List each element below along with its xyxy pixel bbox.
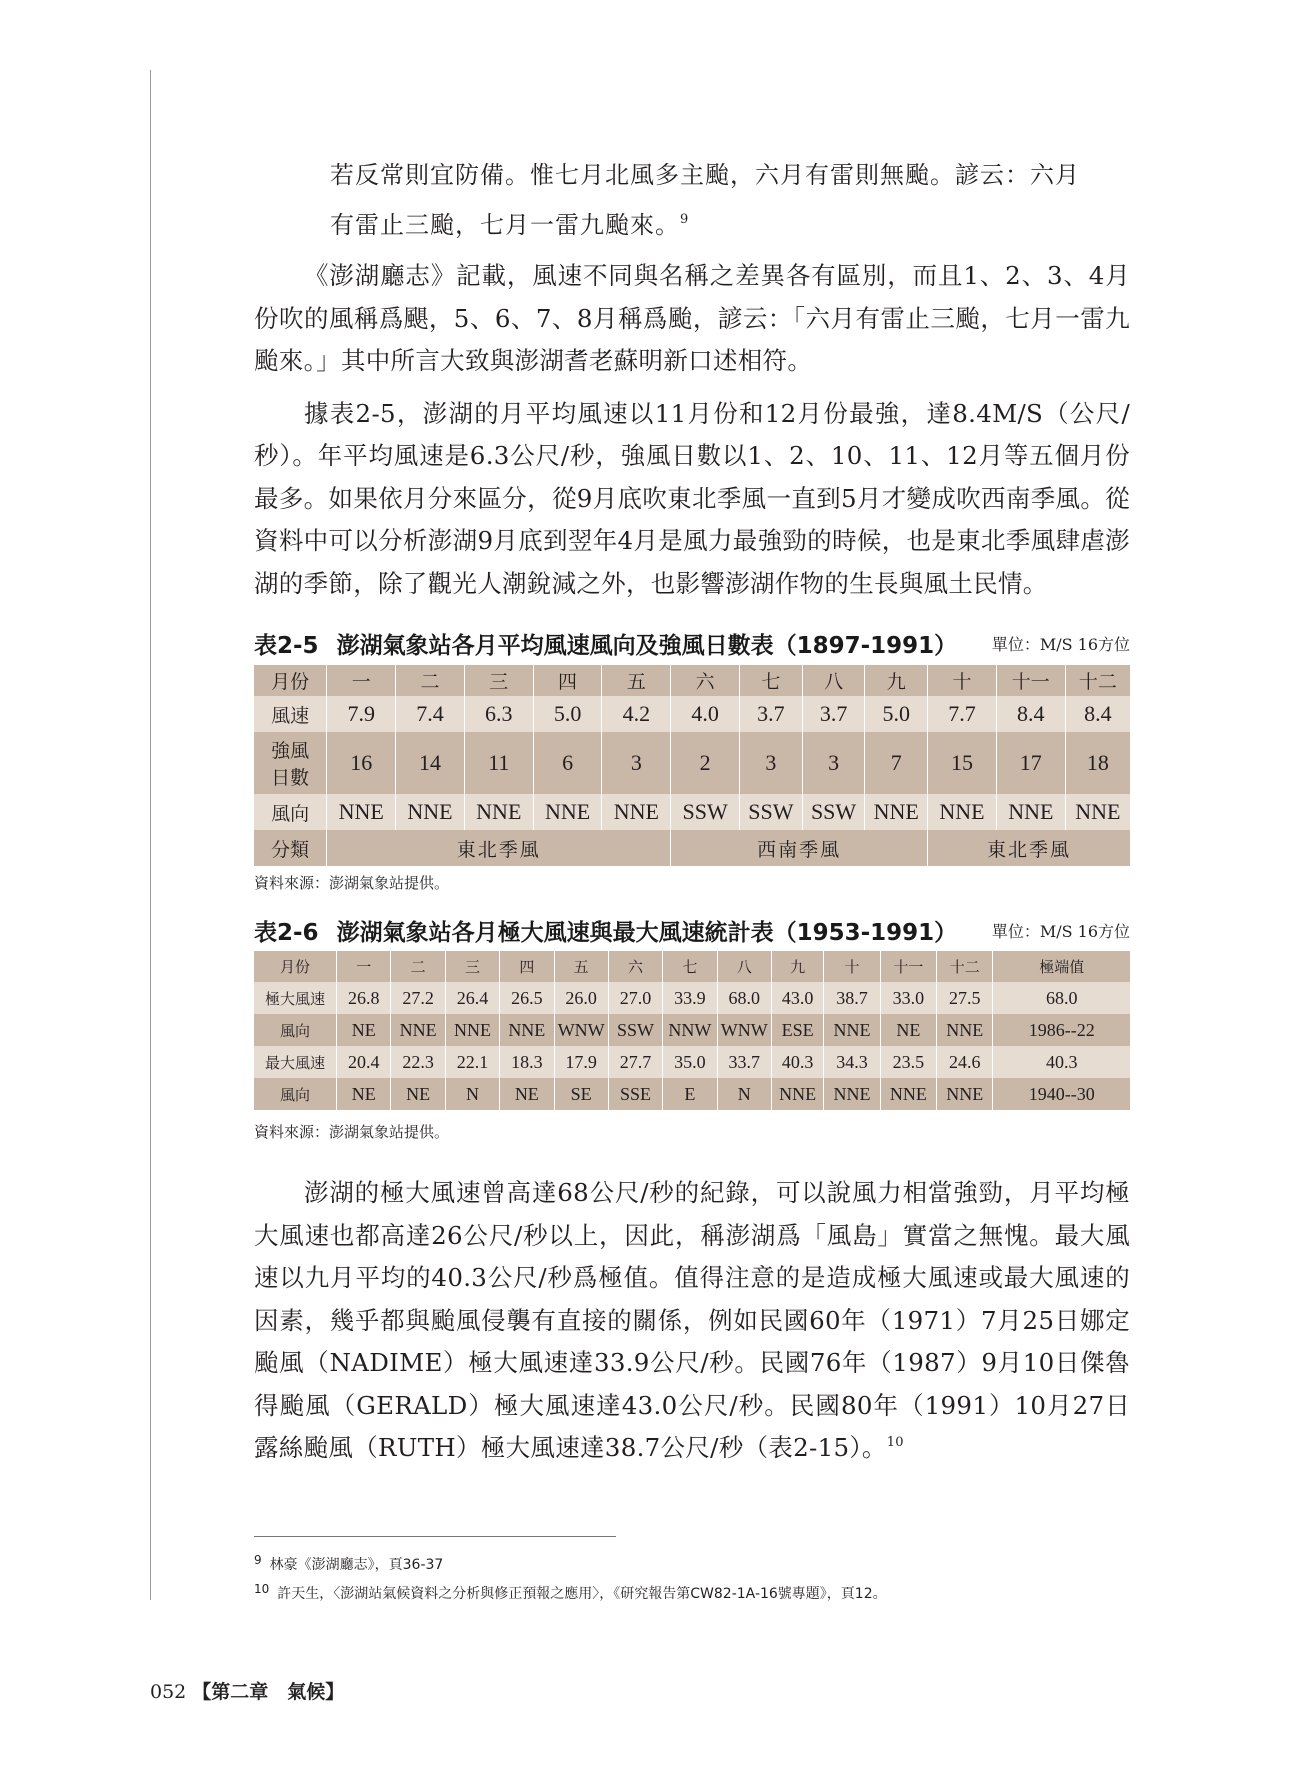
margin-rule (150, 70, 151, 1600)
footnote-text: 林豪《澎湖廳志》，頁36-37 (269, 1557, 444, 1573)
page-number: 052 (150, 1681, 187, 1703)
table-cell: 2 (671, 732, 740, 794)
table-cell: SE (554, 1078, 608, 1110)
table-cell: 26.8 (337, 982, 391, 1014)
table-cell: 7.4 (396, 696, 465, 732)
table-2-6-number: 表2-6 (254, 920, 319, 946)
table-cell: 22.1 (445, 1046, 499, 1078)
month-header: 五 (602, 665, 671, 696)
table-cell: 3.7 (802, 696, 865, 732)
season-category: 東北季風 (327, 830, 671, 866)
table-cell: NE (337, 1078, 391, 1110)
table-cell: 33.7 (717, 1046, 771, 1078)
row-label: 風向 (254, 1014, 337, 1046)
table-cell: NNE (880, 1078, 936, 1110)
table-cell: 40.3 (771, 1046, 823, 1078)
table-cell: SSW (802, 794, 865, 830)
row-label-line: 強風 (271, 740, 310, 762)
month-header: 一 (327, 665, 396, 696)
table-2-6-source: 資料來源：澎湖氣象站提供。 (254, 1123, 450, 1141)
table-cell: N (717, 1078, 771, 1110)
table-cell: 7.7 (928, 696, 997, 732)
table-cell: 14 (396, 732, 465, 794)
season-category: 西南季風 (671, 830, 928, 866)
table-cell: 18.3 (500, 1046, 554, 1078)
row-label: 極大風速 (254, 982, 337, 1014)
footnote-10 (254, 1582, 887, 1603)
table-cell: NNE (1065, 794, 1130, 830)
month-header: 九 (771, 951, 823, 982)
footnote-ref-9[interactable]: 9 (680, 212, 690, 227)
footnote-ref-10[interactable]: 10 (886, 1435, 904, 1450)
table-2-6-sustained-direction-row (254, 1078, 1130, 1110)
table-2-5-direction-row (254, 794, 1130, 830)
row-label: 風速 (254, 696, 327, 732)
table-cell: 23.5 (880, 1046, 936, 1078)
table-cell: NNE (391, 1014, 445, 1046)
table-cell: 16 (327, 732, 396, 794)
table-2-5-caption (254, 627, 1130, 657)
month-header: 四 (500, 951, 554, 982)
table-cell: NNE (464, 794, 533, 830)
table-cell: NNE (937, 1014, 993, 1046)
extreme-cell: 40.3 (993, 1046, 1130, 1078)
table-2-6-max-sustained-row (254, 1046, 1130, 1078)
table-cell: 27.0 (608, 982, 662, 1014)
table-cell: NE (880, 1014, 936, 1046)
month-header: 十二 (937, 951, 993, 982)
table-cell: 34.3 (824, 1046, 880, 1078)
table-cell: 33.9 (663, 982, 717, 1014)
table-cell: 5.0 (865, 696, 928, 732)
table-cell: 22.3 (391, 1046, 445, 1078)
month-header: 十一 (880, 951, 936, 982)
quote-line-1: 若反常則宜防備。惟七月北風多主颱，六月有雷則無颱。諺云：六月 (330, 161, 1080, 189)
table-cell: 3 (802, 732, 865, 794)
footnote-separator (254, 1536, 616, 1537)
table-cell: NNE (937, 1078, 993, 1110)
table-cell: NE (500, 1078, 554, 1110)
table-cell: 38.7 (824, 982, 880, 1014)
row-label-line: 日數 (271, 767, 310, 789)
paragraph-3: 澎湖的極大風速曾高達68公尺/秒的紀錄，可以說風力相當強勁，月平均極大風速也都高達26公尺/秒以上，因此，稱澎湖爲「風島」實當之無愧。最大風速以九月平均的40.3公尺/秒爲極值。值得注意的是造成極大風速或最大風速的因素，幾乎都與颱風侵襲有直接的關係，例如民國60年（1971）7月25日娜定颱風（NADIME）極大風速達33.9公尺/秒。民國76年（1987）9月10日傑魯得颱風（GERALD）極大風速達43.0公尺/秒。民國80年（1991）10月27日露絲颱風（RUTH）極大風速達38.7公尺/秒（表2-15）。$^{10}$ (254, 1178, 1130, 1462)
table-cell: 3 (602, 732, 671, 794)
table-2-5-title: 澎湖氣象站各月平均風速風向及強風日數表（1897-1991） (336, 633, 958, 659)
table-cell: 18 (1065, 732, 1130, 794)
table-cell: NNE (865, 794, 928, 830)
table-cell: NNE (500, 1014, 554, 1046)
table-cell: 33.0 (880, 982, 936, 1014)
season-category: 東北季風 (928, 830, 1130, 866)
footnote-number: 9 (254, 1553, 262, 1567)
table-cell: 26.4 (445, 982, 499, 1014)
table-cell: NNE (771, 1078, 823, 1110)
table-cell: NNE (824, 1014, 880, 1046)
footnote-number: 10 (254, 1582, 270, 1596)
table-cell: SSE (608, 1078, 662, 1110)
month-header: 一 (337, 951, 391, 982)
month-header: 三 (464, 665, 533, 696)
table-cell: NNE (445, 1014, 499, 1046)
month-header: 四 (533, 665, 602, 696)
footnote-9 (254, 1553, 443, 1574)
table-cell: WNW (717, 1014, 771, 1046)
table-cell: ESE (771, 1014, 823, 1046)
month-header: 十 (824, 951, 880, 982)
body-text-top (254, 255, 1130, 605)
table-2-6-unit: 單位：M/S 16方位 (991, 922, 1130, 941)
month-header: 五 (554, 951, 608, 982)
chapter-title: 【第二章 氣候】 (192, 1681, 345, 1703)
table-2-5-number: 表2-5 (254, 633, 319, 659)
table-cell: NE (337, 1014, 391, 1046)
table-cell: 4.0 (671, 696, 740, 732)
month-header: 十一 (996, 665, 1065, 696)
table-cell: 35.0 (663, 1046, 717, 1078)
extreme-cell: 68.0 (993, 982, 1130, 1014)
table-cell: 43.0 (771, 982, 823, 1014)
table-cell: 5.0 (533, 696, 602, 732)
body-text-bottom (254, 1172, 1130, 1470)
table-cell: NNE (824, 1078, 880, 1110)
month-header: 六 (608, 951, 662, 982)
table-cell: 7.9 (327, 696, 396, 732)
row-label (254, 732, 327, 794)
row-label: 最大風速 (254, 1046, 337, 1078)
month-header: 八 (717, 951, 771, 982)
month-header: 七 (663, 951, 717, 982)
row-label: 風向 (254, 794, 327, 830)
table-cell: 8.4 (1065, 696, 1130, 732)
extreme-header: 極端值 (993, 951, 1130, 982)
table-cell: 27.7 (608, 1046, 662, 1078)
block-quote (330, 150, 1130, 250)
extreme-cell: 1940--30 (993, 1078, 1130, 1110)
table-cell: E (663, 1078, 717, 1110)
table-cell: 4.2 (602, 696, 671, 732)
table-cell: 27.2 (391, 982, 445, 1014)
table-cell: NE (391, 1078, 445, 1110)
month-header: 十二 (1065, 665, 1130, 696)
table-cell: 6 (533, 732, 602, 794)
table-cell: 24.6 (937, 1046, 993, 1078)
table-cell: 17 (996, 732, 1065, 794)
table-2-6 (254, 951, 1130, 1110)
table-2-5-unit: 單位：M/S 16方位 (991, 635, 1130, 654)
table-2-5-category-row (254, 830, 1130, 866)
footnote-text: 許天生，〈澎湖站氣候資料之分析與修正預報之應用〉，《研究報告第CW82-1A-16號專題》，頁12。 (277, 1586, 887, 1602)
month-header: 十 (928, 665, 997, 696)
table-cell: NNE (602, 794, 671, 830)
table-cell: SSW (671, 794, 740, 830)
table-cell: NNW (663, 1014, 717, 1046)
table-cell: 26.5 (500, 982, 554, 1014)
paragraph-2: 據表2-5，澎湖的月平均風速以11月份和12月份最強，達8.4M/S（公尺/秒）。年平均風速是6.3公尺/秒，強風日數以1、2、10、11、12月等五個月份最多。如果依月分來區分，從9月底吹東北季風一直到5月才變成吹西南季風。從資料中可以分析澎湖9月底到翌年4月是風力最強勁的時候，也是東北季風肆虐澎湖的季節，除了觀光人潮銳減之外，也影響澎湖作物的生長與風土民情。 (254, 398, 1130, 598)
month-header: 三 (445, 951, 499, 982)
table-cell: 3.7 (740, 696, 803, 732)
table-cell: 8.4 (996, 696, 1065, 732)
table-2-6-max-gust-row (254, 982, 1130, 1014)
header-cell: 月份 (254, 665, 327, 696)
table-2-6-gust-direction-row (254, 1014, 1130, 1046)
table-2-5 (254, 665, 1130, 866)
table-cell: 20.4 (337, 1046, 391, 1078)
table-cell: NNE (533, 794, 602, 830)
row-label: 分類 (254, 830, 327, 866)
table-2-6-caption (254, 914, 1130, 944)
page-footer (150, 1677, 344, 1704)
table-cell: 27.5 (937, 982, 993, 1014)
month-header: 七 (740, 665, 803, 696)
paragraph-1: 《澎湖廳志》記載，風速不同與名稱之差異各有區別，而且1、2、3、4月份吹的風稱爲颶，5、6、7、8月稱爲颱，諺云：「六月有雷止三颱，七月一雷九颱來。」其中所言大致與澎湖耆老蘇明新口述相符。 (254, 261, 1131, 375)
month-header: 二 (396, 665, 465, 696)
table-cell: 15 (928, 732, 997, 794)
table-cell: NNE (327, 794, 396, 830)
table-cell: 7 (865, 732, 928, 794)
table-cell: 17.9 (554, 1046, 608, 1078)
table-2-5-source: 資料來源：澎湖氣象站提供。 (254, 874, 450, 892)
table-cell: N (445, 1078, 499, 1110)
table-cell: 26.0 (554, 982, 608, 1014)
table-cell: 68.0 (717, 982, 771, 1014)
month-header: 二 (391, 951, 445, 982)
table-cell: SSW (740, 794, 803, 830)
table-cell: 11 (464, 732, 533, 794)
table-cell: NNE (928, 794, 997, 830)
table-cell: SSW (608, 1014, 662, 1046)
table-2-5-strong-wind-days-row (254, 732, 1130, 794)
table-2-6-title: 澎湖氣象站各月極大風速與最大風速統計表（1953-1991） (336, 920, 958, 946)
row-label: 風向 (254, 1078, 337, 1110)
table-cell: WNW (554, 1014, 608, 1046)
table-cell: NNE (396, 794, 465, 830)
table-cell: 3 (740, 732, 803, 794)
table-2-5-header-row (254, 665, 1130, 696)
quote-line-2: 有雷止三颱，七月一雷九颱來。$^9$ (330, 211, 690, 239)
header-cell: 月份 (254, 951, 337, 982)
month-header: 九 (865, 665, 928, 696)
table-2-5-speed-row (254, 696, 1130, 732)
table-2-6-header-row (254, 951, 1130, 982)
month-header: 八 (802, 665, 865, 696)
table-cell: 6.3 (464, 696, 533, 732)
extreme-cell: 1986--22 (993, 1014, 1130, 1046)
table-cell: NNE (996, 794, 1065, 830)
month-header: 六 (671, 665, 740, 696)
